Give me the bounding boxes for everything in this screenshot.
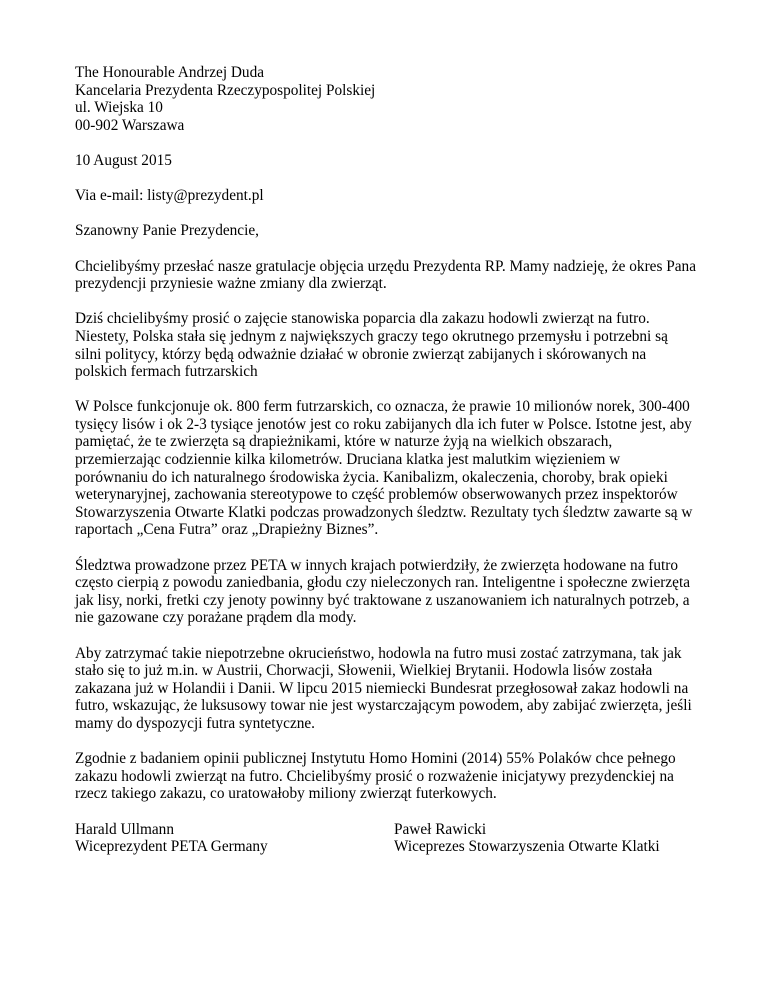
delivery-method: Via e-mail: listy@prezydent.pl xyxy=(75,187,264,205)
salutation: Szanowny Panie Prezydencie, xyxy=(75,222,259,240)
signatures xyxy=(75,821,697,857)
recipient-street: ul. Wiejska 10 xyxy=(75,99,163,117)
paragraph-fur-farms: W Polsce funkcjonuje ok. 800 ferm futrzarskich, co oznacza, że prawie 10 milionów norek, 300-400 tysięcy lisów i ok 2-3 tysiące jenotów jest co roku zabijanych dla ich futer w Polsce. Istotne jest, aby pamiętać, że te zwierzęta są drapieżnikami, które w naturze żyją na wielkich obszarach, przemierzając codziennie kilka kilometrów. Druciana klatka jest malutkim więzieniem w porównaniu do ich naturalnego środowiska życia. Kanibalizm, okaleczenia, choroby, brak opieki weterynaryjnej, zachowania stereotypowe to część problemów obserwowanych przez inspektorów Stowarzyszenia Otwarte Klatki podczas prowadzonych śledztw. Rezultaty tych śledztw zawarte są w raportach „Cena Futra” oraz „Drapieżny Biznes”. xyxy=(75,398,693,539)
paragraph-public-opinion: Zgodnie z badaniem opinii publicznej Instytutu Homo Homini (2014) 55% Polaków chce pełnego zakazu hodowli zwierząt na futro. Chcielibyśmy prosić o rozważenie inicjatywy prezydenckiej na rzecz takiego zakazu, co uratowałoby miliony zwierząt futerkowych. xyxy=(75,750,676,803)
signatory-title: Wiceprezydent PETA Germany xyxy=(75,838,268,856)
signatory-title: Wiceprezes Stowarzyszenia Otwarte Klatki xyxy=(394,838,660,856)
paragraph-congratulations: Chcielibyśmy przesłać nasze gratulacje objęcia urzędu Prezydenta RP. Mamy nadzieję, że okres Pana prezydencji przyniesie ważne zmiany dla zwierząt. xyxy=(75,257,696,293)
recipient-address xyxy=(75,64,697,134)
recipient-name: The Honourable Andrzej Duda xyxy=(75,64,265,81)
signature-left xyxy=(75,821,268,856)
paragraph-bans: Aby zatrzymać takie niepotrzebne okrucieństwo, hodowla na futro musi zostać zatrzymana, tak jak stało się to już m.in. w Austrii, Chorwacji, Słowenii, Wielkiej Brytanii. Hodowla lisów została zakazana już w Holandii i Danii. W lipcu 2015 niemiecki Bundesrat przegłosował zakaz hodowli na futro, wskazując, że luksusowy towar nie jest wystarczającym powodem, aby zabijać zwierzęta, jeśli mamy do dyspozycji futra syntetyczne. xyxy=(75,644,692,732)
recipient-office: Kancelaria Prezydenta Rzeczypospolitej Polskiej xyxy=(75,81,376,99)
letter-page xyxy=(75,64,697,857)
signatory-name: Harald Ullmann xyxy=(75,820,174,838)
paragraph-request: Dziś chcielibyśmy prosić o zajęcie stanowiska poparcia dla zakazu hodowli zwierząt na futro. Niestety, Polska stała się jednym z największych graczy tego okrutnego przemysłu i potrzebni są silni politycy, którzy będą odważnie działać w obronie zwierząt zabijanych i skórowanych na polskich fermach futrzarskich xyxy=(75,310,668,381)
paragraph-peta-investigations: Śledztwa prowadzone przez PETA w innych krajach potwierdziły, że zwierzęta hodowane na futro często cierpią z powodu zaniedbania, głodu czy nieleczonych ran. Inteligentne i społeczne zwierzęta jak lisy, norki, fretki czy jenoty powinny być traktowane z uszanowaniem ich naturalnych potrzeb, a nie gazowane czy porażane prądem dla mody. xyxy=(75,556,690,627)
signature-right xyxy=(394,821,660,856)
recipient-city: 00-902 Warszawa xyxy=(75,116,185,134)
signatory-name: Paweł Rawicki xyxy=(394,820,487,838)
letter-date: 10 August 2015 xyxy=(75,151,172,169)
